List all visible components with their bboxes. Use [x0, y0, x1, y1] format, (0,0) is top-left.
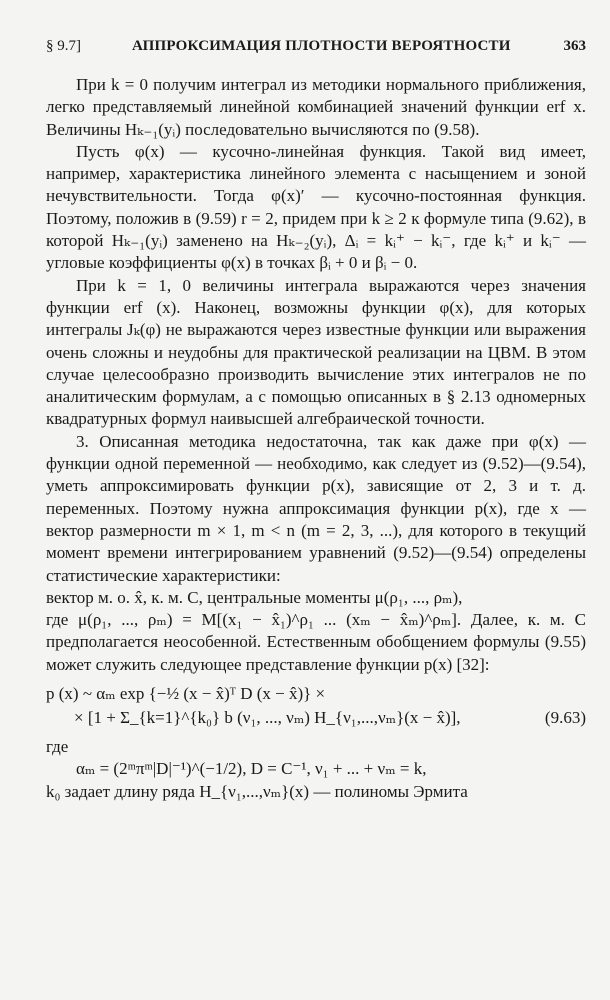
paragraph-4: 3. Описанная методика недостаточна, так как даже при φ(x) — функции одной переменной — необходимо, как следует из (9.52)—(9.54), уметь аппроксимировать функции p(x), зависящие от 2, 3 и т. д. переменных. Поэтому нужна аппроксимация функции p(x), где x — вектор размерности m × 1, m < n (m = 2, 3, ...), для которого в текущий момент времени интегрированием уравнений (9.52)—(9.54) определены статистические характеристики:	[46, 431, 586, 585]
paragraph-5: вектор м. о. x̂, к. м. C, центральные моменты μ(ρ₁, ..., ρₘ),	[46, 587, 463, 607]
where-label: где	[46, 737, 69, 757]
paragraph-6: где μ(ρ₁, ..., ρₘ) = M[(x₁ − x̂₁)^ρ₁ ... (xₘ − x̂ₘ)^ρₘ]. Далее, к. м. C предполагается неособенной. Естественным обобщением формулы (9.55) может служить следующее представление функции p(x) [32]:	[46, 610, 586, 674]
equation-tag: (9.63)	[544, 708, 586, 728]
last-line: k₀ задает длину ряда H_{ν₁,...,νₘ}(x) — полиномы Эрмита	[46, 781, 468, 801]
paragraph-3: При k = 1, 0 величины интеграла выражаются через значения функции erf (x). Наконец, возможны функции φ(x), для которых интегралы Jₖ(φ) не выражаются через известные функции или выражения очень сложны и неудобны для практической реализации на ЦВМ. В этом случае целесообразно производить вычисление этих интегралов не по аналитическим формулам, а с помощью описанных в § 2.13 одномерных квадратурных формул наивысшей алгебраической точности.	[46, 275, 586, 429]
equation-line-1: p (x) ~ αₘ exp {−½ (x − x̂)ᵀ D (x − x̂)} ×	[46, 684, 326, 704]
equation-9-63	[46, 682, 586, 730]
paragraph-2: Пусть φ(x) — кусочно-линейная функция. Такой вид имеет, например, характеристика линейного элемента с насыщением и зоной нечувствительности. Тогда φ(x)′ — кусочно-постоянная функция. Поэтому, положив в (9.59) r = 2, придем при k ≥ 2 к формуле типа (9.62), в которой Hₖ₋₁(yᵢ) заменено на Hₖ₋₂(yᵢ), Δᵢ = kᵢ⁺ − kᵢ⁻, где kᵢ⁺ и kᵢ⁻ — угловые коэффициенты φ(x) в точках βᵢ + 0 и βᵢ − 0.	[46, 141, 586, 273]
equation-line-2: × [1 + Σ_{k=1}^{k₀} b (ν₁, ..., νₘ) H_{ν₁,...,νₘ}(x − x̂)],	[74, 708, 461, 728]
page-body	[46, 74, 586, 803]
equation-definitions: αₘ = (2ᵐπᵐ|D|⁻¹)^(−1/2), D = C⁻¹, ν₁ + ... + νₘ = k,	[76, 759, 427, 779]
running-title: АППРОКСИМАЦИЯ ПЛОТНОСТИ ВЕРОЯТНОСТИ	[132, 38, 511, 54]
paragraph-1: При k = 0 получим интеграл из методики нормального приближения, легко представляемый линейной комбинацией значений функции erf x. Величины Hₖ₋₁(yᵢ) последовательно вычисляются по (9.58).	[46, 75, 586, 139]
equation-line-2-wrap	[46, 706, 586, 730]
section-number: § 9.7]	[46, 38, 81, 54]
page-number: 363	[563, 38, 586, 54]
page-header	[46, 38, 586, 62]
